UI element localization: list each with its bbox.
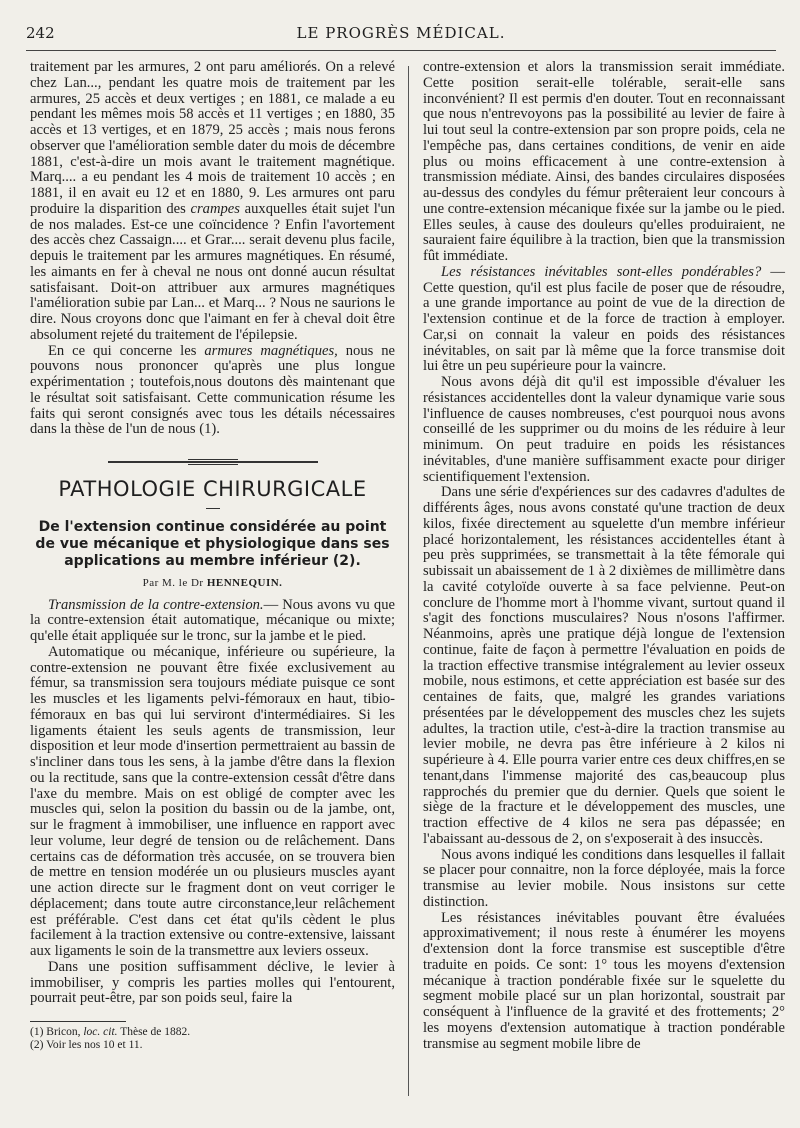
paragraph: Automatique ou mécanique, inférieure ou supérieure, la contre-extension ne pouvant être fixée exclusivement au fémur, sa transmission sera toujours médiate puisque ce sont les muscles et les ligaments pelvi-fémoraux en haut, tibio-fémoraux en bas qui lui serviront d'intermédiaires. Si les ligaments étaient les seuls agents de transmission, leur disposition et leur mode d'insertion permettraient au bassin de s'incliner dans tous les sens, à la jambe d'être dans la flexion ou la rectitude, sans que la contre-extension cessât d'être dans l'axe du membre. Mais on est obligé de compter avec les muscles qui, selon la position du bassin ou de la jambe, ont, sur le fragment à immobiliser, une influence en rapport avec leur volume, leur degré de tension ou de relâchement. Dans certains cas de déformation très accusée, on se trouvera bien de mettre en tension modérée un ou plusieurs muscles ayant une action directe sur le fragment dont on veut corriger le déplacement; dans toute autre circonstance,leur relâchement est préférable. C'est dans cet état qu'ils cèdent le plus facilement à la traction extensive ou contre-extensive, laissant aux ligaments le soin de la transmettre aux leviers osseux.: [30, 643, 395, 959]
section-ornament: [30, 452, 395, 468]
left-column: [30, 60, 395, 1052]
page-header: [26, 22, 776, 51]
author-name: HENNEQUIN.: [206, 576, 283, 589]
article-title: De l'extension continue considérée au point de vue mécanique et physiologique dans ses applications au membre inférieur (2).: [35, 518, 390, 569]
paragraph: Les résistances inévitables sont-elles pondérables? — Cette question, qu'il est plus facile de poser que de résoudre, a une grande importance au point de vue de la direction de l'extension continue et de la force de traction à employer. Car,si on connait la valeur en poids des résistances inévitables, on sait par là même que la force transmise doit lui être un peu supérieure pour la vaincre.: [423, 263, 785, 375]
paragraph: Transmission de la contre-extension.— Nous avons vu que la contre-extension était automatique, mécanique ou mixte; qu'elle était appliquée sur le tronc, sur la jambe et le pied.: [30, 596, 395, 644]
column-divider: [408, 66, 409, 1096]
right-column: [423, 60, 785, 1052]
paragraph: contre-extension et alors la transmission serait immédiate. Cette position serait-elle tolérable, serait-elle sans inconvénient? Il est permis d'en douter. Tout en reconnaissant que nous n'entrevoyons pas la possibilité au levier de faire à lui tout seul la contre-extension par son propre poids, cela ne l'empêche pas, dans certaines conditions, de venir en aide plus ou moins efficacement à une contre-extension à transmission médiate. Ainsi, des bandes circulaires disposées au-dessus des condyles du fémur prêteraient leur concours à une contre-extension mécanique fixée sur la jambe ou le pied. Elles seules, à cause des douleurs qu'elles produiraient, ne sauraient faire équilibre à la traction, bien que la transmission fût immédiate.: [423, 59, 785, 264]
paragraph: Dans une position suffisamment déclive, le levier à immobiliser, y compris les parties molles qui l'entourent, pourrait peut-être, par son poids seul, faire la: [30, 958, 395, 1007]
subheading: Les résistances inévitables sont-elles pondérables?: [441, 263, 762, 280]
paragraph: traitement par les armures, 2 ont paru améliorés. On a relevé chez Lan..., pendant les quatre mois de traitement par les armures, 25 accès et deux vertiges ; en 1881, ce malade a eu pendant les mêmes mois 58 accès et 11 vertiges ; en 1880, 35 accès et 13 vertiges, et en 1879, 25 accès ; mais nous ferons observer que l'amélioration semble dater du mois de décembre 1881, c'est-à-dire un mois avant le traitement magnétique. Marq.... a eu pendant les 4 mois de traitement 10 accès ; en 1881, il en avait eu 12 et en 1880, 9. Les armures ont paru produire la disparition des crampes auxquelles était sujet l'un de nos malades. Est-ce une coïncidence ? Enfin l'avortement des accès chez Cassaign.... et Grar.... serait devenu plus facile, depuis le traitement par les armures magnétiques. En résumé, les aimants en fer à cheval ne nous ont donné aucun résultat satisfaisant. Doit-on attribuer aux armures magnétiques l'amélioration subie par Lan... et Marq... ? Nous ne saurions le dire. Nous croyons donc que l'aimant en fer à cheval doit être absolument rejeté du traitement de l'épilepsie.: [30, 59, 395, 343]
paragraph: Nous avons déjà dit qu'il est impossible d'évaluer les résistances accidentelles dont la valeur dynamique varie sous l'influence de causes nombreuses, c'est pourquoi nous avons conseillé de les supprimer ou du moins de les réduire à leur minimum. On peut traduire en poids les résistances inévitables, d'une manière suffisamment exacte pour diriger scientifiquement l'extension.: [423, 374, 785, 485]
byline: Par M. le Dr HENNEQUIN.: [142, 576, 283, 589]
footnote: (2) Voir les nos 10 et 11.: [30, 1039, 143, 1051]
footnote: (1) Bricon, loc. cit. Thèse de 1882.: [30, 1026, 191, 1038]
paragraph: Dans une série d'expériences sur des cadavres d'adultes de différents âges, nous avons constaté qu'une traction de deux kilos, fixée directement au squelette d'un membre inférieur placé horizontalement, les résistances accidentelles étant à peu près supprimées, se transmettait à la tête fémorale qui subissait un abaissement de 1 à 2 dixièmes de millimètre dans la cavité cotyloïde ouverte à sa face pelvienne. Peut-on conclure de l'homme mort à l'homme vivant, surtout quand il s'agit des fonctions musculaires? Nous n'osons l'affirmer. Néanmoins, après une pratique déjà longue de l'extension continue, faite de façon à permettre l'évaluation en poids de la traction effective transmise intégralement au levier osseux mobile, nous estimons, et cette appréciation est basée sur des centaines de faits, que, malgré les grandes variations présentées par le développement des muscles chez les sujets adultes, la traction utile, c'est-à-dire la traction transmise au levier mobile, ne devra pas être inférieure à 2 kilos ni supérieure à 4. Elle pourra varier entre ces deux chiffres,en se tenant,dans l'immense majorité des cas,beaucoup plus rapprochés du premier que du dernier. Quels que soient le siège de la fracture et le développement des muscles, une traction effective de 4 kilos ne sera pas dépassée; en l'abaissant au-dessous de 2, on s'exposerait à des insuccès.: [423, 484, 785, 847]
subheading: Transmission de la contre-extension.: [48, 596, 264, 613]
page-number: 242: [26, 24, 55, 42]
journal-title: LE PROGRÈS MÉDICAL.: [296, 24, 506, 42]
section-title: PATHOLOGIE CHIRURGICALE: [58, 476, 367, 501]
divider: [206, 508, 220, 509]
paragraph: Les résistances inévitables pouvant être évaluées approximativement; il nous reste à énumérer les moyens d'extension dont la force transmise est susceptible d'être traduite en poids. Ce sont: 1° tous les moyens d'extension mécanique à traction pondérable fixée sur le squelette du segment mobile placé sur un plan horizontal, soustrait par conséquent à l'influence de la gravité et des frottements; 2° les moyens d'extension automatique à traction pondérable transmise au segment mobile libre de: [423, 909, 785, 1052]
paragraph: En ce qui concerne les armures magnétiques, nous ne pouvons nous prononcer qu'après une plus longue expérimentation ; toutefois,nous doutons dès maintenant que le résultat soit satisfaisant. Cette communication résume les faits qui seront consignés avec tous les détails nécessaires dans la thèse de l'un de nous (1).: [30, 342, 396, 438]
paragraph: Nous avons indiqué les conditions dans lesquelles il fallait se placer pour connaitre, non la force déployée, mais la force transmise au levier mobile. Nous insistons sur cette distinction.: [423, 846, 785, 910]
footnote-rule: [30, 1021, 126, 1022]
